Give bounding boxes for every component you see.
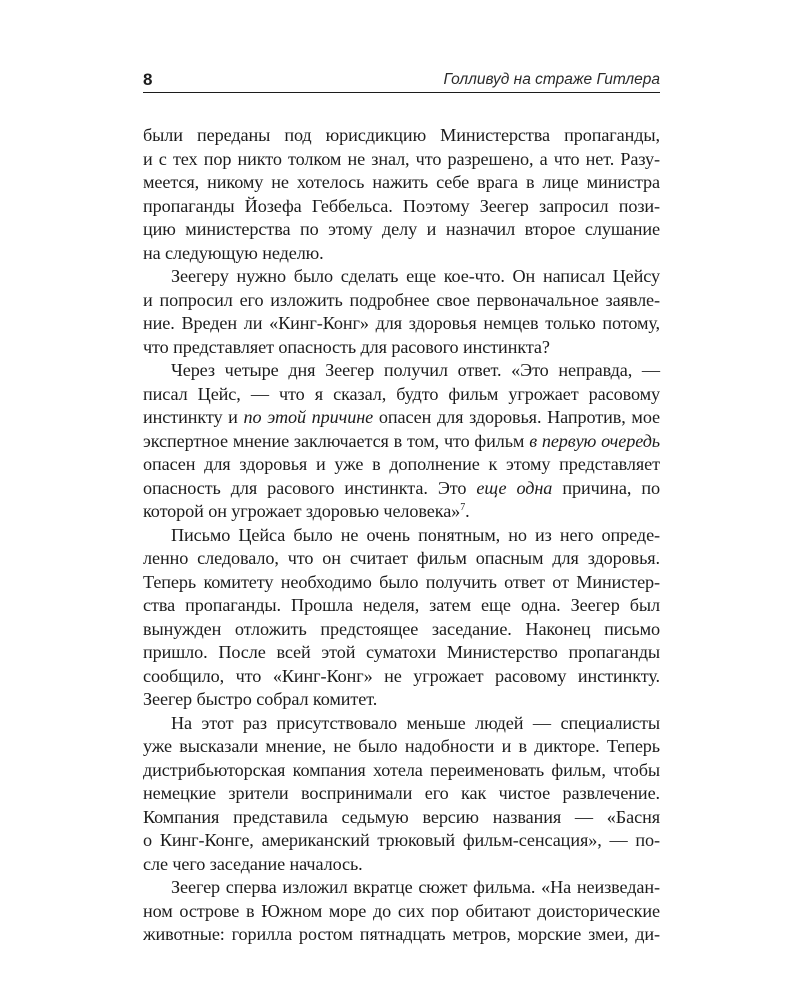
italic-emphasis: в первую очередь bbox=[529, 430, 660, 451]
body-text bbox=[143, 124, 660, 947]
text-segment: опасность для расового инстинкта. Это bbox=[143, 477, 477, 498]
text-line: дистрибьюторская компания хотела переименовать фильм, чтобы bbox=[143, 759, 660, 780]
text-segment: экспертное мнение заключается в том, что фильм bbox=[143, 430, 530, 451]
text-line: На этот раз присутствовало меньше людей — специалисты bbox=[171, 712, 660, 733]
text-line: Компания представила седьмую версию названия — «Басня bbox=[143, 806, 660, 827]
text-line bbox=[143, 406, 660, 430]
text-line: пропаганды Йозефа Геббельса. Поэтому Зеегер запросил пози- bbox=[143, 195, 660, 216]
text-segment: опасен для здоровья. Напротив, мое bbox=[373, 407, 661, 427]
text-line: меется, никому не хотелось нажить себе врага в лице министра bbox=[143, 172, 660, 192]
text-line: сообщило, что «Кинг-Конг» не угрожает расовому инстинкту. bbox=[143, 665, 660, 686]
text-line: что представляет опасность для расового инстинкта? bbox=[143, 336, 550, 357]
text-line: Зеегеру нужно было сделать еще кое-что. Он написал Цейсу bbox=[171, 266, 660, 286]
text-segment: которой он угрожает здоровью человека» bbox=[143, 501, 461, 521]
text-line: пришло. После всей этой суматохи Министерство пропаганды bbox=[143, 642, 660, 662]
text-segment: инстинкту и bbox=[143, 407, 244, 427]
footnote-marker: 7 bbox=[460, 501, 466, 513]
text-line: Через четыре дня Зеегер получил ответ. «Это неправда, — bbox=[171, 360, 660, 380]
text-line: ства пропаганды. Прошла неделя, затем еще одна. Зеегер был bbox=[143, 595, 660, 615]
text-line: и с тех пор никто толком не знал, что разрешено, а что нет. Разу- bbox=[143, 148, 660, 169]
italic-emphasis: еще одна bbox=[476, 477, 553, 498]
text-line: Зеегер сперва изложил вкратце сюжет фильма. «На неизведан- bbox=[171, 877, 660, 897]
text-line: и попросил его изложить подробнее свое первоначальное заявле- bbox=[143, 289, 660, 310]
text-line: ном острове в Южном море до сих пор обитают доисторические bbox=[143, 900, 660, 921]
text-line: немецкие зрители воспринимали его как чистое развлечение. bbox=[143, 783, 660, 803]
text-line: писал Цейс, — что я сказал, будто фильм угрожает расовому bbox=[143, 383, 660, 404]
text-line: Теперь комитету необходимо было получить ответ от Министер- bbox=[143, 571, 660, 592]
running-head bbox=[143, 70, 660, 93]
text-line: сле чего заседание началось. bbox=[143, 853, 363, 874]
text-line bbox=[143, 477, 660, 501]
text-line: ленно следовало, что он считает фильм опасным для здоровья. bbox=[143, 548, 660, 568]
text-line: опасен для здоровья и уже в дополнение к этому представляет bbox=[143, 454, 660, 474]
text-line: животные: горилла ростом пятнадцать метров, морские змеи, ди- bbox=[143, 924, 660, 944]
text-line: вынужден отложить предстоящее заседание. Наконец письмо bbox=[143, 618, 660, 639]
text-line: цию министерства по этому делу и назначил второе слушание bbox=[143, 219, 660, 239]
text-line: о Кинг-Конге, американский трюковый фильм-сенсация», — по- bbox=[143, 830, 660, 850]
text-line: уже высказали мнение, не было надобности и в дикторе. Теперь bbox=[143, 736, 660, 756]
text-line: Письмо Цейса было не очень понятным, но из него опреде- bbox=[171, 524, 660, 545]
text-line: ние. Вреден ли «Кинг-Конг» для здоровья немцев только потому, bbox=[143, 313, 660, 333]
text-line: на следующую неделю. bbox=[143, 242, 324, 263]
text-line bbox=[143, 430, 660, 454]
page-number: 8 bbox=[143, 70, 153, 89]
text-segment: причина, по bbox=[552, 477, 661, 498]
text-segment: . bbox=[465, 501, 470, 521]
text-line bbox=[143, 500, 660, 524]
text-line: Зеегер быстро собрал комитет. bbox=[143, 689, 378, 709]
book-title: Голливуд на страже Гитлера bbox=[443, 71, 660, 88]
italic-emphasis: по этой причине bbox=[243, 407, 374, 427]
text-line: были переданы под юрисдикцию Министерства пропаганды, bbox=[143, 125, 660, 145]
